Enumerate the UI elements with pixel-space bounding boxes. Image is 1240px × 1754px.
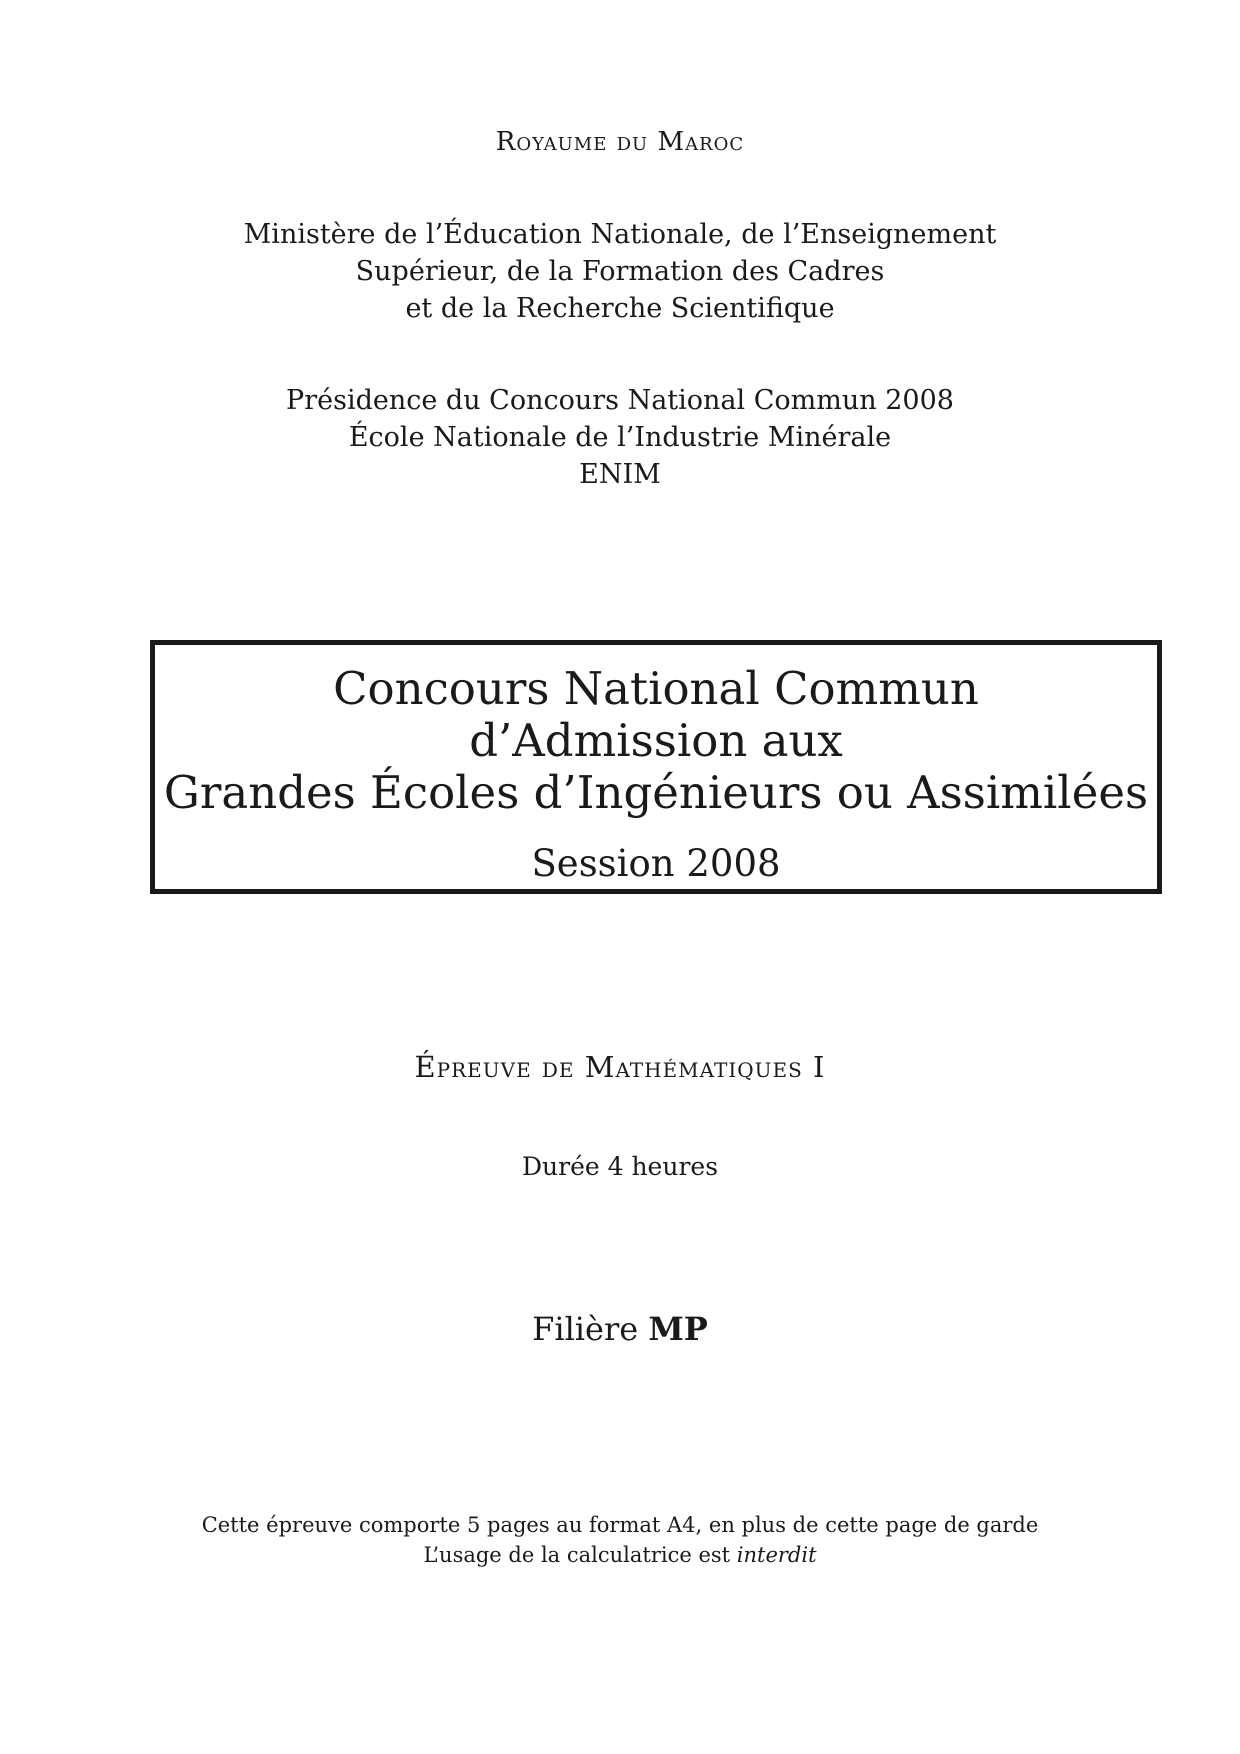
title-line: Grandes Écoles d’Ingénieurs ou Assimilées: [163, 766, 1149, 819]
presidency-block: [0, 382, 1240, 493]
competition-title-box: [150, 640, 1162, 894]
country-heading: Royaume du Maroc: [495, 127, 745, 157]
ministry-line: Supérieur, de la Formation des Cadres: [355, 256, 885, 287]
ministry-block: [0, 216, 1240, 327]
filiere-line: [0, 1308, 1240, 1350]
exam-title: Épreuve de Mathématiques I: [414, 1050, 826, 1084]
footer-notes: [0, 1510, 1240, 1570]
presidency-line: École Nationale de l’Industrie Minérale: [348, 422, 892, 453]
footer-calculator-note: [0, 1540, 1240, 1570]
session-label: Session 2008: [531, 842, 781, 885]
presidency-line: Présidence du Concours National Commun 2008: [286, 385, 954, 416]
presidency-line: ENIM: [579, 459, 661, 490]
footer-pages-note: Cette épreuve comporte 5 pages au format A4, en plus de cette page de garde: [201, 1513, 1039, 1537]
competition-title: [155, 663, 1157, 819]
filiere-value: MP: [648, 1310, 708, 1348]
filiere-label: Filière: [532, 1310, 639, 1348]
title-line: Concours National Commun: [333, 662, 979, 715]
ministry-line: et de la Recherche Scientifique: [405, 293, 835, 324]
exam-duration: Durée 4 heures: [521, 1152, 719, 1181]
ministry-line: Ministère de l’Éducation Nationale, de l’Enseignement: [243, 219, 997, 250]
calculator-note-text: L’usage de la calculatrice est: [423, 1543, 731, 1567]
calculator-note-emphasis: interdit: [736, 1543, 817, 1567]
title-line: d’Admission aux: [469, 714, 843, 767]
